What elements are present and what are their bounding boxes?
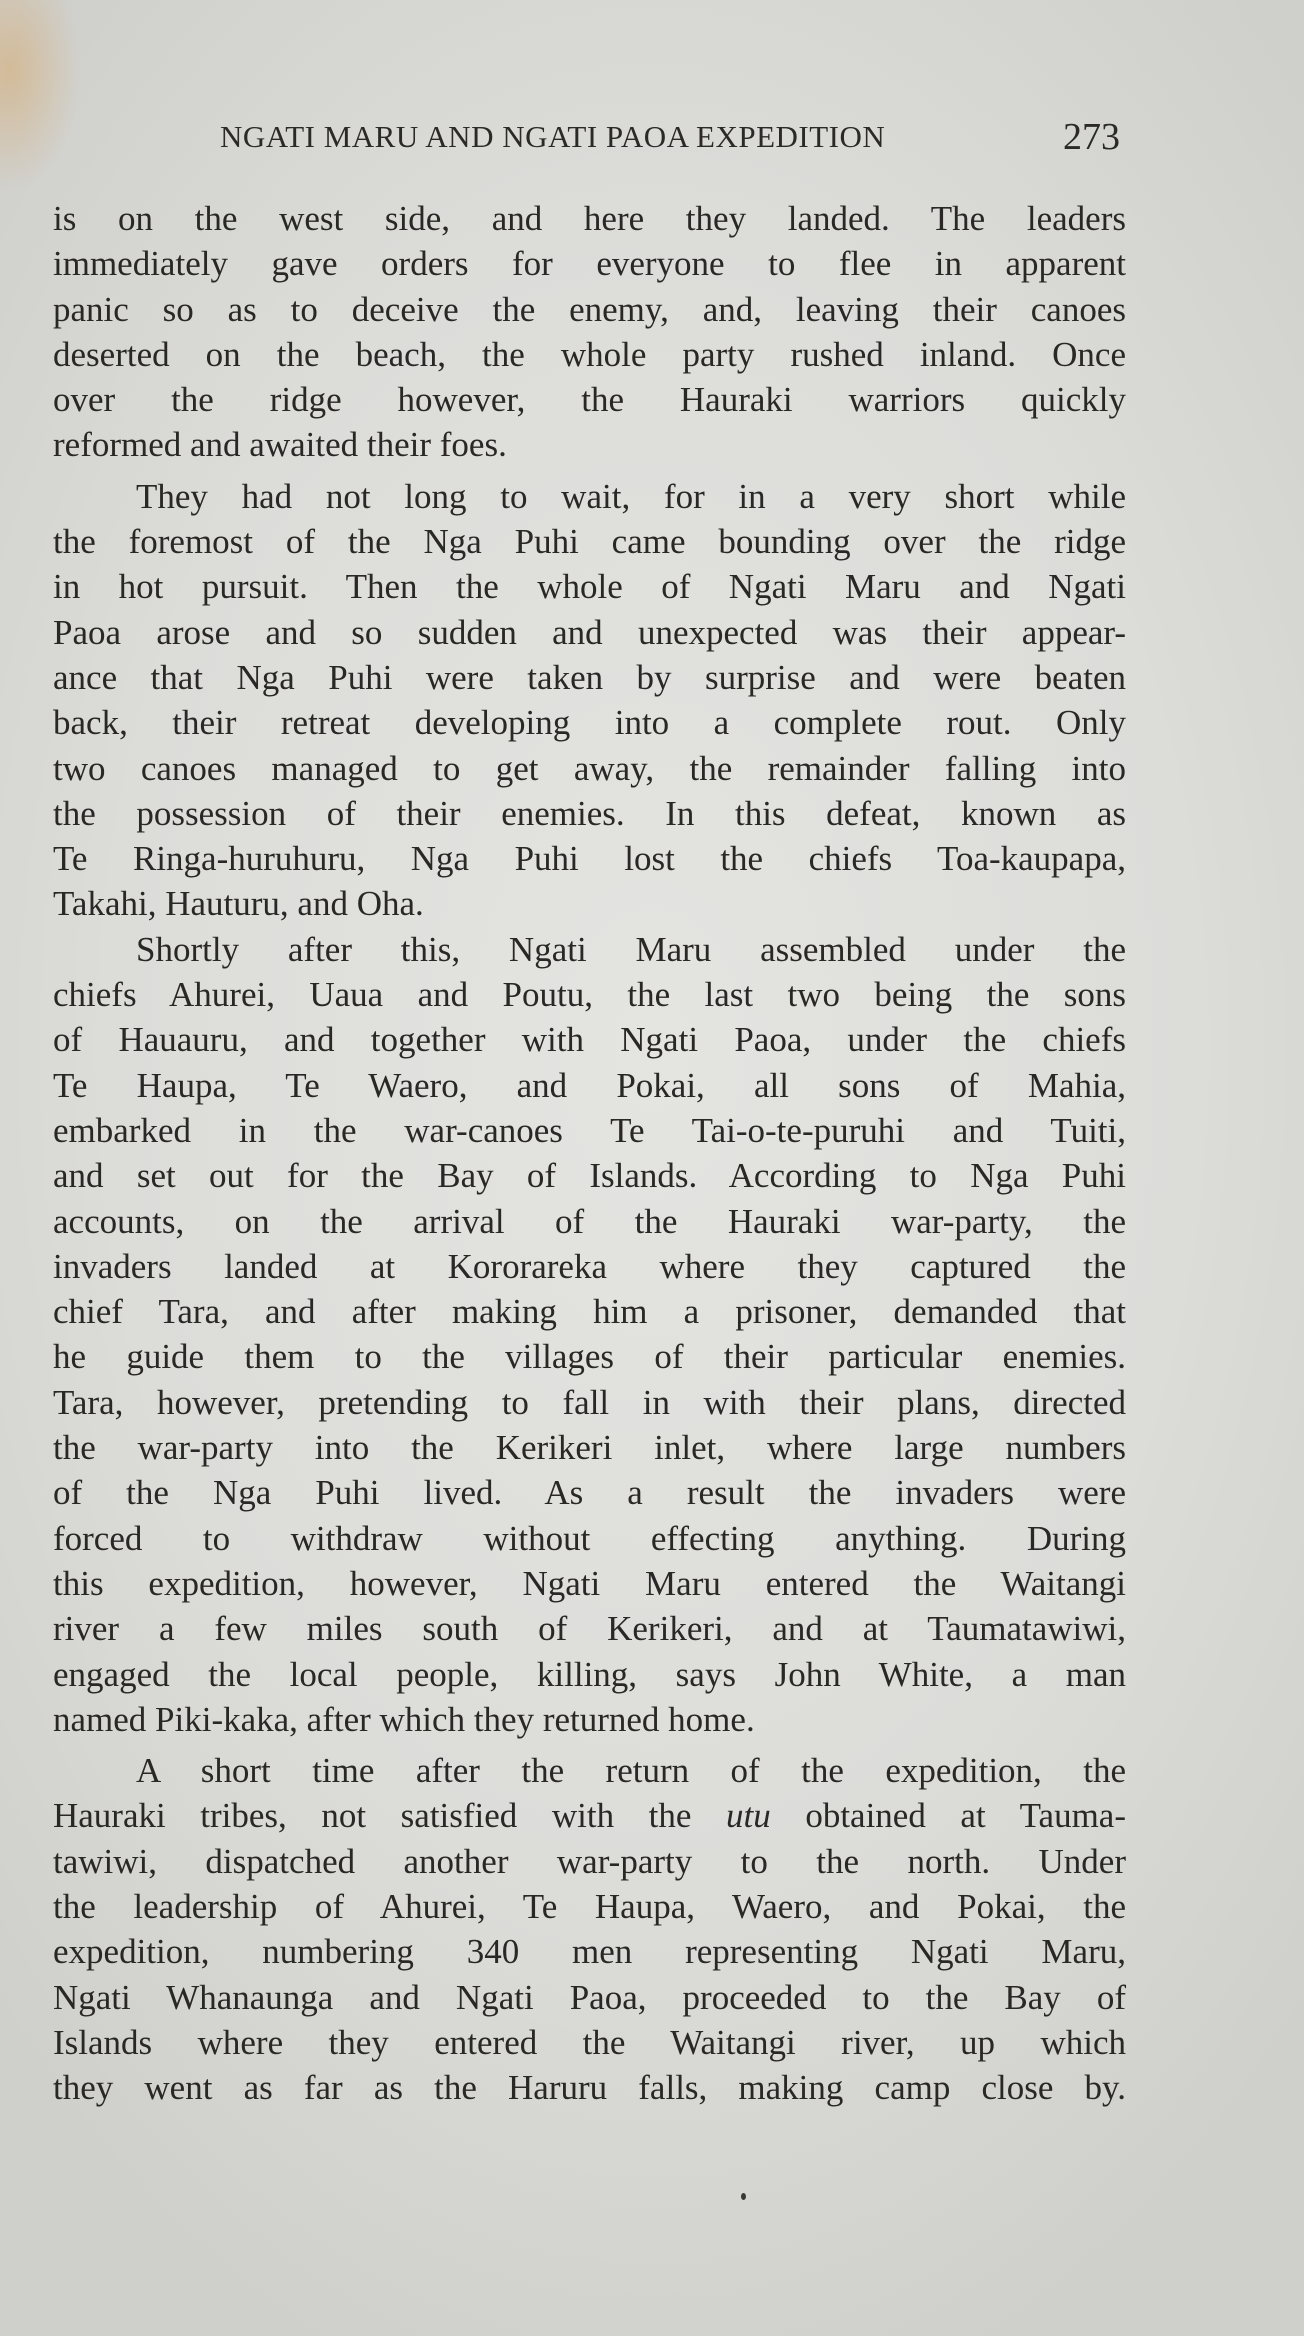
text-line: A short time after the return of the expedition, the bbox=[136, 1751, 1126, 1791]
text-line: chief Tara, and after making him a prisoner, demanded that bbox=[53, 1292, 1126, 1332]
text-line: over the ridge however, the Hauraki warriors quickly bbox=[53, 380, 1126, 420]
text-line: engaged the local people, killing, says John White, a man bbox=[53, 1654, 1126, 1694]
text-line: panic so as to deceive the enemy, and, leaving their canoes bbox=[53, 289, 1126, 329]
page-number: 273 bbox=[1063, 116, 1120, 158]
text-line: chiefs Ahurei, Uaua and Poutu, the last two being the sons bbox=[53, 975, 1126, 1015]
text-line: Paoa arose and so sudden and unexpected was their appear- bbox=[53, 612, 1126, 652]
text-line: Shortly after this, Ngati Maru assembled under the bbox=[136, 929, 1126, 969]
text-line: the war-party into the Kerikeri inlet, where large numbers bbox=[53, 1428, 1126, 1468]
ink-speck bbox=[741, 2193, 746, 2200]
text-line: of Hauauru, and together with Ngati Paoa, under the chiefs bbox=[53, 1020, 1126, 1060]
text-line: reformed and awaited their foes. bbox=[53, 425, 507, 465]
text-line: is on the west side, and here they landed. The leaders bbox=[53, 199, 1126, 238]
text-segment: obtained at Tauma- bbox=[770, 1796, 1126, 1836]
text-line: expedition, numbering 340 men representing Ngati Maru, bbox=[53, 1932, 1126, 1972]
text-line: of the Nga Puhi lived. As a result the invaders were bbox=[53, 1473, 1126, 1513]
text-line: They had not long to wait, for in a very short while bbox=[136, 476, 1126, 516]
text-line: Ngati Whanaunga and Ngati Paoa, proceeded to the Bay of bbox=[53, 1977, 1126, 2017]
text-line: river a few miles south of Kerikeri, and at Taumatawiwi, bbox=[53, 1609, 1126, 1649]
text-line: Te Ringa-huruhuru, Nga Puhi lost the chiefs Toa-kaupapa, bbox=[53, 839, 1126, 879]
text-line: the leadership of Ahurei, Te Haupa, Waero, and Pokai, the bbox=[53, 1886, 1126, 1926]
text-line: immediately gave orders for everyone to flee in apparent bbox=[53, 244, 1126, 284]
text-line: they went as far as the Haruru falls, making camp close by. bbox=[53, 2068, 1126, 2108]
text-line: named Piki-kaka, after which they returned home. bbox=[53, 1699, 755, 1739]
text-line: back, their retreat developing into a complete rout. Only bbox=[53, 703, 1126, 743]
text-line: the foremost of the Nga Puhi came bounding over the ridge bbox=[53, 522, 1126, 562]
text-line: Takahi, Hauturu, and Oha. bbox=[53, 884, 424, 924]
running-title: NGATI MARU AND NGATI PAOA EXPEDITION bbox=[220, 119, 886, 154]
text-line: he guide them to the villages of their particular enemies. bbox=[53, 1337, 1126, 1377]
text-line: this expedition, however, Ngati Maru entered the Waitangi bbox=[53, 1563, 1126, 1603]
text-line: the possession of their enemies. In this defeat, known as bbox=[53, 793, 1126, 833]
text-line: in hot pursuit. Then the whole of Ngati Maru and Ngati bbox=[53, 567, 1126, 607]
text-segment: Hauraki tribes, not satisfied with the bbox=[53, 1796, 727, 1836]
text-line: ance that Nga Puhi were taken by surprise and were beaten bbox=[53, 657, 1126, 697]
italic-word-utu: utu bbox=[726, 1796, 771, 1836]
paragraph-3 bbox=[53, 927, 1126, 1742]
text-line: Te Haupa, Te Waero, and Pokai, all sons of Mahia, bbox=[53, 1065, 1126, 1105]
text-line: and set out for the Bay of Islands. According to Nga Puhi bbox=[53, 1156, 1126, 1196]
text-line: deserted on the beach, the whole party rushed inland. Once bbox=[53, 334, 1126, 374]
paragraph-2 bbox=[53, 474, 1126, 927]
text-line: Islands where they entered the Waitangi river, up which bbox=[53, 2022, 1126, 2062]
text-line: embarked in the war-canoes Te Tai-o-te-puruhi and Tuiti, bbox=[53, 1110, 1126, 1150]
paragraph-1 bbox=[53, 196, 1126, 468]
text-line: forced to withdraw without effecting anything. During bbox=[53, 1518, 1126, 1558]
text-line: tawiwi, dispatched another war-party to the north. Under bbox=[53, 1841, 1126, 1881]
text-line: accounts, on the arrival of the Hauraki war-party, the bbox=[53, 1201, 1126, 1241]
paragraph-4 bbox=[53, 1748, 1126, 2110]
body-text bbox=[53, 196, 1126, 2110]
text-line-with-italic bbox=[53, 1793, 1126, 1838]
text-line: two canoes managed to get away, the remainder falling into bbox=[53, 748, 1126, 788]
text-line: invaders landed at Kororareka where they captured the bbox=[53, 1246, 1126, 1286]
running-header bbox=[220, 115, 1120, 158]
text-line: Tara, however, pretending to fall in with their plans, directed bbox=[53, 1382, 1126, 1422]
